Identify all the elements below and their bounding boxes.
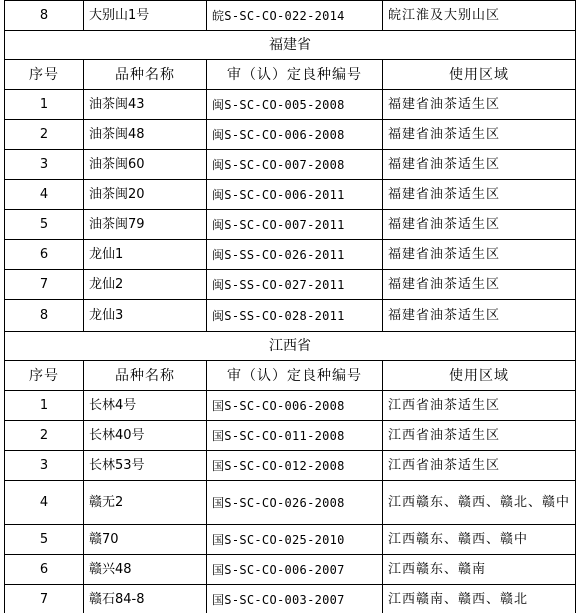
section-row-fujian xyxy=(5,31,576,60)
usage-region: 皖江淮及大别山区 xyxy=(383,1,576,31)
usage-region: 福建省油茶适生区 xyxy=(383,90,576,120)
table-row xyxy=(5,1,576,31)
certification-code: 国S-SC-CO-006-2007 xyxy=(207,555,383,585)
certification-code: 国S-SC-CO-025-2010 xyxy=(207,525,383,555)
row-number: 8 xyxy=(5,300,84,332)
row-number: 2 xyxy=(5,120,84,150)
header-code: 审（认）定良种编号 xyxy=(207,60,383,90)
section-row-jiangxi xyxy=(5,332,576,361)
usage-region: 江西赣南、赣西、赣北 xyxy=(383,585,576,613)
row-number: 7 xyxy=(5,585,84,613)
variety-name: 龙仙3 xyxy=(84,300,207,332)
certification-code: 闽S-SS-CO-028-2011 xyxy=(207,300,383,332)
variety-name: 长林4号 xyxy=(84,391,207,421)
row-number: 3 xyxy=(5,150,84,180)
variety-table xyxy=(4,0,576,613)
table-row xyxy=(5,90,576,120)
variety-name: 赣兴48 xyxy=(84,555,207,585)
usage-region: 江西赣东、赣南 xyxy=(383,555,576,585)
certification-code: 国S-SC-CO-003-2007 xyxy=(207,585,383,613)
variety-name: 长林53号 xyxy=(84,451,207,481)
table-row xyxy=(5,585,576,613)
variety-name: 油茶闽43 xyxy=(84,90,207,120)
usage-region: 江西省油茶适生区 xyxy=(383,421,576,451)
row-number: 4 xyxy=(5,180,84,210)
header-code: 审（认）定良种编号 xyxy=(207,361,383,391)
variety-name: 油茶闽48 xyxy=(84,120,207,150)
table-row xyxy=(5,421,576,451)
header-name: 品种名称 xyxy=(84,361,207,391)
header-region: 使用区域 xyxy=(383,361,576,391)
certification-code: 闽S-SS-CO-027-2011 xyxy=(207,270,383,300)
usage-region: 福建省油茶适生区 xyxy=(383,120,576,150)
table-row xyxy=(5,555,576,585)
variety-name: 赣70 xyxy=(84,525,207,555)
variety-name: 大别山1号 xyxy=(84,1,207,31)
certification-code: 国S-SC-CO-006-2008 xyxy=(207,391,383,421)
usage-region: 江西赣东、赣西、赣北、赣中 xyxy=(383,481,576,525)
table-row xyxy=(5,391,576,421)
certification-code: 闽S-SC-CO-006-2008 xyxy=(207,120,383,150)
certification-code: 国S-SC-CO-026-2008 xyxy=(207,481,383,525)
usage-region: 福建省油茶适生区 xyxy=(383,210,576,240)
certification-code: 闽S-SC-CO-005-2008 xyxy=(207,90,383,120)
variety-name: 赣石84-8 xyxy=(84,585,207,613)
header-region: 使用区域 xyxy=(383,60,576,90)
usage-region: 江西省油茶适生区 xyxy=(383,451,576,481)
variety-name: 龙仙1 xyxy=(84,240,207,270)
row-number: 5 xyxy=(5,525,84,555)
row-number: 4 xyxy=(5,481,84,525)
certification-code: 闽S-SS-CO-026-2011 xyxy=(207,240,383,270)
header-no: 序号 xyxy=(5,60,84,90)
variety-name: 油茶闽20 xyxy=(84,180,207,210)
table-row xyxy=(5,300,576,332)
certification-code: 闽S-SC-CO-006-2011 xyxy=(207,180,383,210)
header-no: 序号 xyxy=(5,361,84,391)
table-row xyxy=(5,451,576,481)
row-number: 1 xyxy=(5,391,84,421)
row-number: 6 xyxy=(5,555,84,585)
row-number: 6 xyxy=(5,240,84,270)
variety-name: 长林40号 xyxy=(84,421,207,451)
header-row xyxy=(5,60,576,90)
section-title: 江西省 xyxy=(5,332,576,361)
certification-code: 皖S-SC-CO-022-2014 xyxy=(207,1,383,31)
variety-name: 油茶闽79 xyxy=(84,210,207,240)
usage-region: 福建省油茶适生区 xyxy=(383,270,576,300)
variety-name: 龙仙2 xyxy=(84,270,207,300)
table-row xyxy=(5,481,576,525)
table-row xyxy=(5,210,576,240)
row-number: 1 xyxy=(5,90,84,120)
table-row xyxy=(5,180,576,210)
certification-code: 国S-SC-CO-011-2008 xyxy=(207,421,383,451)
variety-name: 赣无2 xyxy=(84,481,207,525)
row-number: 8 xyxy=(5,1,84,31)
header-name: 品种名称 xyxy=(84,60,207,90)
usage-region: 福建省油茶适生区 xyxy=(383,240,576,270)
table-row xyxy=(5,120,576,150)
certification-code: 国S-SC-CO-012-2008 xyxy=(207,451,383,481)
table-row xyxy=(5,270,576,300)
usage-region: 江西省油茶适生区 xyxy=(383,391,576,421)
section-title: 福建省 xyxy=(5,31,576,60)
table-row xyxy=(5,150,576,180)
usage-region: 江西赣东、赣西、赣中 xyxy=(383,525,576,555)
certification-code: 闽S-SC-CO-007-2011 xyxy=(207,210,383,240)
row-number: 2 xyxy=(5,421,84,451)
table-row xyxy=(5,240,576,270)
row-number: 7 xyxy=(5,270,84,300)
usage-region: 福建省油茶适生区 xyxy=(383,180,576,210)
variety-name: 油茶闽60 xyxy=(84,150,207,180)
usage-region: 福建省油茶适生区 xyxy=(383,150,576,180)
row-number: 3 xyxy=(5,451,84,481)
usage-region: 福建省油茶适生区 xyxy=(383,300,576,332)
table-row xyxy=(5,525,576,555)
certification-code: 闽S-SC-CO-007-2008 xyxy=(207,150,383,180)
header-row xyxy=(5,361,576,391)
row-number: 5 xyxy=(5,210,84,240)
